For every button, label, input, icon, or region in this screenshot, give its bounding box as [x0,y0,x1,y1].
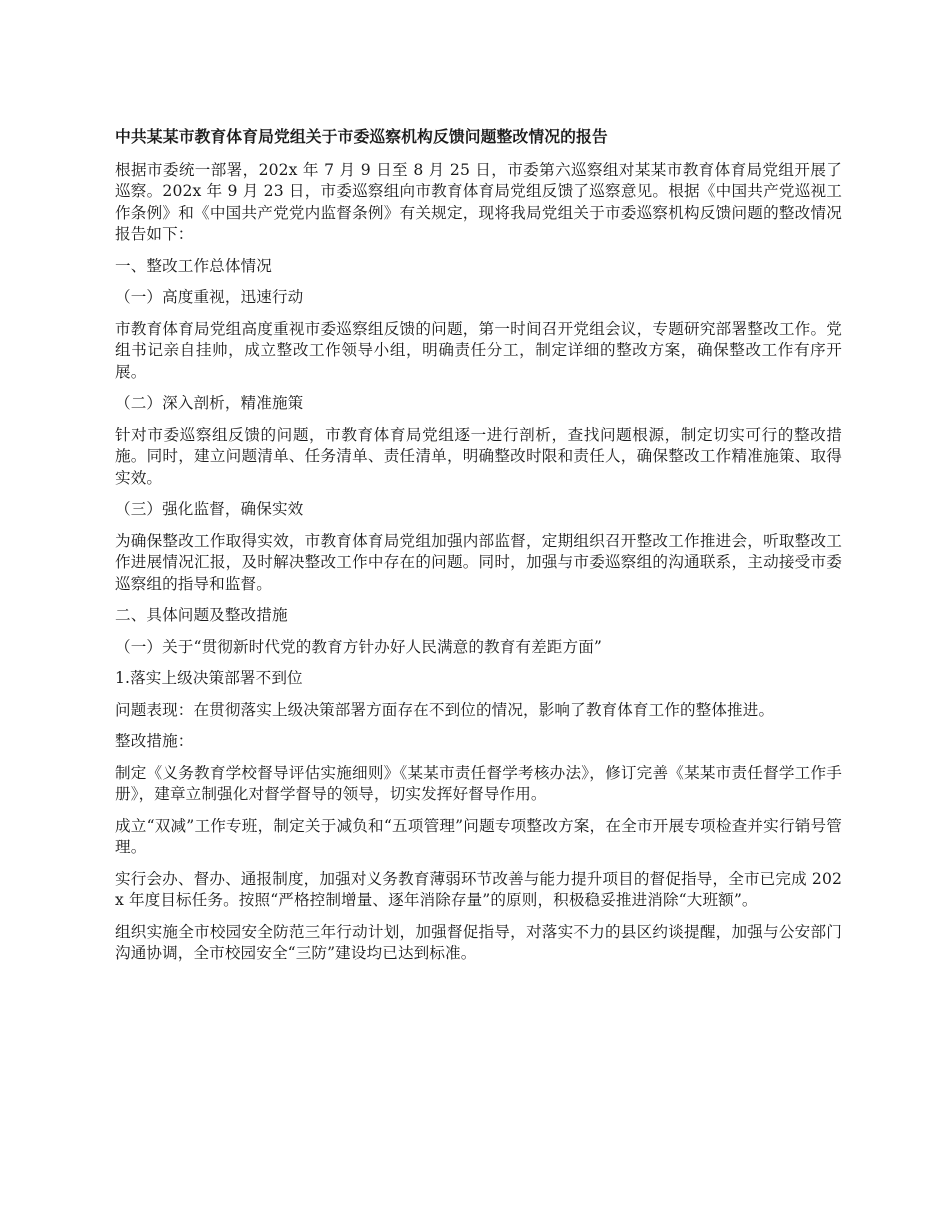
measure-paragraph: 成立“双减”工作专班，制定关于减负和“五项管理”问题专项整改方案，在全市开展专项检查并实行销号管理。 [115,816,842,856]
body-paragraph: 为确保整改工作取得实效，市教育体育局党组加强内部监督，定期组织召开整改工作推进会，听取整改工作进展情况汇报，及时解决整改工作中存在的问题。同时，加强与市委巡察组的沟通联系，主动接受市委巡察组的指导和监督。 [115,531,842,593]
subsection-heading-1-1: （一）高度重视，迅速行动 [115,288,304,306]
measure-paragraph: 制定《义务教育学校督导评估实施细则》《某某市责任督学考核办法》，修订完善《某某市责任督学工作手册》，建章立制强化对督学督导的领导，切实发挥好督导作用。 [115,763,842,803]
measures-label: 整改措施： [115,732,194,750]
section-heading-2: 二、具体问题及整改措施 [115,606,288,624]
document-page [115,126,842,975]
body-paragraph: 针对市委巡察组反馈的问题，市教育体育局党组逐一进行剖析，查找问题根源，制定切实可行的整改措施。同时，建立问题清单、任务清单、责任清单，明确整改时限和责任人，确保整改工作精准施策、取得实效。 [115,425,842,487]
section-heading-1: 一、整改工作总体情况 [115,256,272,275]
subsection-heading-1-3: （三）强化监督，确保实效 [115,500,304,518]
item-heading-1: 1.落实上级决策部署不到位 [115,669,303,687]
problem-description: 问题表现：在贯彻落实上级决策部署方面存在不到位的情况，影响了教育体育工作的整体推进。 [115,700,775,719]
intro-paragraph: 根据市委统一部署，202x 年 7 月 9 日至 8 月 25 日，市委第六巡察组对某某市教育体育局党组开展了巡察。202x 年 9 月 23 日，市委巡察组向市教育体育局党组反馈了巡察意见。根据《中国共产党巡视工作条例》和《中国共产党党内监督条例》有关规定，现将我局党组关于市委巡察机构反馈问题的整改情况报告如下： [115,160,842,243]
measure-paragraph: 组织实施全市校园安全防范三年行动计划，加强督促指导，对落实不力的县区约谈提醒，加强与公安部门沟通协调，全市校园安全“三防”建设均已达到标准。 [115,922,842,962]
measure-paragraph: 实行会办、督办、通报制度，加强对义务教育薄弱环节改善与能力提升项目的督促指导，全市已完成 202x 年度目标任务。按照“严格控制增量、逐年消除存量”的原则，积极稳妥推进消除“大班额”。 [115,869,842,909]
body-paragraph: 市教育体育局党组高度重视市委巡察组反馈的问题，第一时间召开党组会议，专题研究部署整改工作。党组书记亲自挂帅，成立整改工作领导小组，明确责任分工，制定详细的整改方案，确保整改工作有序开展。 [115,319,842,381]
document-title: 中共某某市教育体育局党组关于市委巡察机构反馈问题整改情况的报告 [115,127,608,146]
subsection-heading-1-2: （二）深入剖析，精准施策 [115,394,304,412]
subsection-heading-2-1: （一）关于“贯彻新时代党的教育方针办好人民满意的教育有差距方面” [115,637,602,656]
